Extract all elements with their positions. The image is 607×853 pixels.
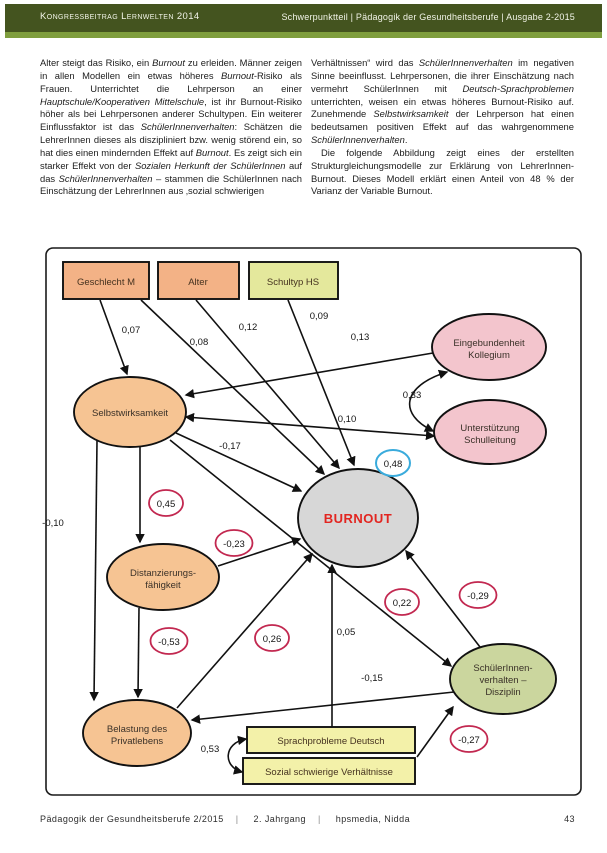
- node-kollegium-label-line2: Kollegium: [468, 350, 510, 361]
- coef-selbstwirksamkeit-schulleitung: 0,10: [337, 414, 357, 425]
- node-belastung: [83, 700, 191, 766]
- footer-separator: |: [317, 814, 321, 824]
- node-sprachprobleme: [247, 727, 415, 753]
- edge-distanzierung-belastung: [138, 608, 139, 697]
- node-kollegium-label-line1: Eingebundenheit: [453, 338, 525, 349]
- page-number: 43: [564, 814, 575, 824]
- footer: [40, 814, 575, 824]
- footer-separator: |: [235, 814, 239, 824]
- node-schulleitung-label-line2: Schulleitung: [464, 435, 516, 446]
- node-schulleitung-label-line1: Unterstützung: [460, 423, 520, 434]
- coef-selbstwirksamkeit-burnout: -0,17: [219, 441, 241, 452]
- node-sozial: [243, 758, 415, 784]
- footer-journal: Pädagogik der Gesundheitsberufe 2/2015: [40, 814, 224, 824]
- coef-circled-distanzierung-belastung: [151, 628, 188, 654]
- footer-volume: 2. Jahrgang: [253, 814, 306, 824]
- header-issue-info: Schwerpunktteil | Pädagogik der Gesundheitsberufe | Ausgabe 2-2015: [281, 12, 575, 22]
- coef-selbstwirksamkeit-belastung: -0,10: [42, 518, 64, 529]
- coef-schuelerverhalten-belastung: -0,15: [361, 673, 383, 684]
- node-schulleitung: [434, 400, 546, 464]
- node-sprachprobleme-label: Sprachprobleme Deutsch: [277, 736, 385, 747]
- coef-value: -0,53: [158, 637, 180, 648]
- coef-circled-selbstwirksamkeit-distanzierung: [149, 490, 183, 516]
- footer-publisher: hpsmedia, Nidda: [335, 814, 411, 824]
- header-series-title: Kongressbeitrag Lernwelten 2014: [40, 11, 200, 22]
- coef-circled-belastung-burnout: [255, 625, 289, 651]
- coef-geschlecht-selbstwirksamkeit: 0,07: [121, 325, 141, 336]
- coef-sprachprobleme-burnout: 0,05: [336, 627, 356, 638]
- paragraph: Die folgende Abbildung zeigt eines der erstellten Strukturgleichungsmodelle zur Erklärung von LehrerInnen-Burnout. Dieses Modell erklärt einen Anteil von 48 % der Varianz der Variable Burnout.: [311, 146, 574, 197]
- node-selbstwirksamkeit: [74, 377, 186, 447]
- coef-circled-schuelerverhalten-burnout: [460, 582, 497, 608]
- node-schultyp-label: Schultyp HS: [266, 277, 320, 288]
- node-schuelerverhalten-label-line2: verhalten –: [479, 675, 527, 686]
- coef-kollegium-schulleitung: 0,33: [402, 390, 422, 401]
- coef-value: -0,29: [467, 591, 489, 602]
- node-burnout: [298, 469, 418, 567]
- node-belastung-label-line1: Belastung des: [106, 724, 168, 735]
- node-distanzierung-label-line2: fähigkeit: [145, 580, 181, 591]
- node-schultyp: [249, 262, 338, 299]
- coef-geschlecht-burnout: 0,08: [189, 337, 209, 348]
- node-distanzierung-label-line1: Distanzierungs-: [130, 568, 196, 579]
- node-distanzierung: [107, 544, 219, 610]
- node-kollegium: [432, 314, 546, 380]
- r-squared-value: 0,48: [383, 459, 403, 470]
- paragraph: Verhältnissen“ wird das SchülerInnenverhalten im negativen Sinne beeinflusst. Lehrpersonen, die ihrer Einschätzung nach vermehrt SchülerInnen mit Deutsch-Sprachproblemen unterrichten, weisen ein etwas höheres Burnout-Risiko auf. Zunehmende Selbstwirksamkeit der Lehrperson hat einen bedeutsamen positiven Effekt auf das wahrgenommene SchülerInnenverhalten.: [311, 57, 574, 146]
- node-geschlecht-label: Geschlecht M: [76, 277, 136, 288]
- node-schuelerverhalten-label-line1: SchülerInnen-: [473, 663, 533, 674]
- r-squared-burnout: [376, 450, 410, 476]
- node-alter-label: Alter: [188, 277, 208, 288]
- node-alter: [158, 262, 239, 299]
- node-burnout-label: BURNOUT: [323, 511, 393, 526]
- coef-value: -0,23: [223, 539, 245, 550]
- node-schuelerverhalten-label-line3: Disziplin: [485, 687, 521, 698]
- coef-value: 0,22: [392, 598, 412, 609]
- node-belastung-label-line2: Privatlebens: [110, 736, 164, 747]
- coef-value: 0,26: [262, 634, 282, 645]
- coef-alter-burnout: 0,12: [238, 322, 258, 333]
- coef-value: -0,27: [458, 735, 480, 746]
- paragraph: Alter steigt das Risiko, ein Burnout zu erleiden. Männer zeigen in allen Modellen ein etwas höheres Burnout-Risiko als Frauen. Unterrichtet die Lehrperson an einer Hauptschule/Kooperativen Mittelschule, ist ihr Burnout-Risiko höher als bei Lehrpersonen anderer Schultypen. Ein weiterer Einflussfaktor ist das SchülerInnenverhalten: Schätzen die LehrerInnen dieses als diszipliniert bzw. wenig störend ein, so hat dies einen mindernden Effekt auf Burnout. Es zeigt sich ein starker Effekt von der Sozialen Herkunft der SchülerInnen auf das SchülerInnenverhalten – stammen die SchülerInnen nach Einschätzung der LehrerInnen aus ‚sozial schwierigen: [40, 57, 302, 197]
- coef-sprachprobleme-sozial: 0,53: [200, 744, 220, 755]
- coef-schultyp-burnout: 0,09: [309, 311, 329, 322]
- node-geschlecht: [63, 262, 149, 299]
- node-sozial-label: Sozial schwierige Verhältnisse: [265, 767, 393, 778]
- coef-value: 0,45: [156, 499, 176, 510]
- node-schuelerverhalten: [450, 644, 556, 714]
- coef-circled-selbstwirksamkeit-schuelerverhalten: [385, 589, 419, 615]
- coef-circled-distanzierung-burnout: [216, 530, 253, 556]
- node-selbstwirksamkeit-label: Selbstwirksamkeit: [91, 408, 169, 419]
- coef-kollegium-selbstwirksamkeit: 0,13: [350, 332, 370, 343]
- coef-circled-sozial-schuelerverhalten: [451, 726, 488, 752]
